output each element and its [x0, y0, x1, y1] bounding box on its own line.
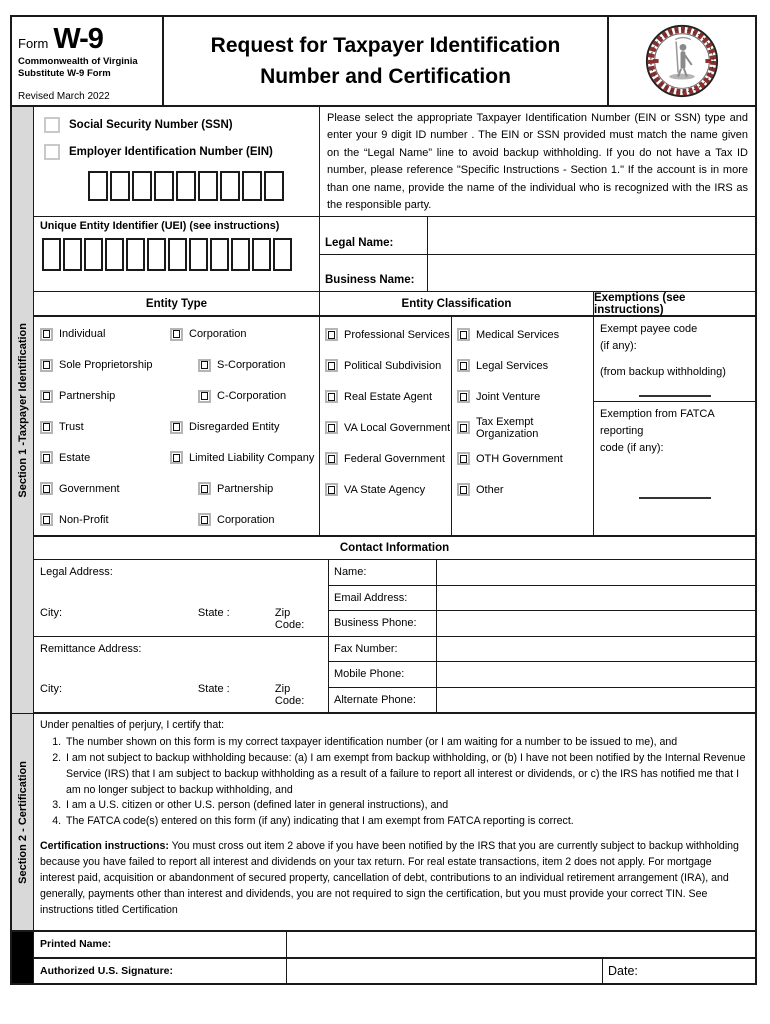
remittance-address-label: Remittance Address: — [40, 642, 142, 655]
form-id-block — [12, 17, 164, 105]
tin-digit-box[interactable] — [220, 171, 240, 201]
form-content — [34, 107, 755, 983]
uei-digit-box[interactable] — [231, 238, 250, 271]
uei-digit-box[interactable] — [63, 238, 82, 271]
form-subtitle-line2: Substitute W-9 Form — [18, 68, 111, 80]
contact-information-section — [34, 560, 755, 714]
entity-classification-column: Entity Classification Professional Services Political Subdivision Real Estate Agent VA Local Government Federal Government VA State Agency Medical Services Legal Services Joint Venture Tax Exempt Organization OTH Government Other — [320, 292, 594, 535]
alternate-phone-label: Alternate Phone: — [329, 688, 437, 713]
tin-digit-box[interactable] — [176, 171, 196, 201]
address-column — [34, 560, 329, 712]
tin-digit-box[interactable] — [242, 171, 262, 201]
form-title — [164, 17, 607, 105]
certification-list — [40, 735, 747, 830]
uei-digit-box[interactable] — [189, 238, 208, 271]
checkbox-llc-corporation[interactable] — [198, 513, 211, 526]
checkbox-professional-services[interactable] — [325, 328, 338, 341]
city-label: City: — [40, 606, 62, 619]
certification-item-1: 1. The number shown on this form is my correct taxpayer identification number (or I am waiting for a number to be issued to me), and — [64, 735, 747, 751]
legal-address-label: Legal Address: — [40, 566, 113, 578]
section-sidebar — [12, 107, 34, 983]
entity-classification-header: Entity Classification — [320, 292, 593, 317]
fatca-exemption-cell: Exemption from FATCA reporting code (if any): — [594, 402, 755, 535]
email-address-field[interactable] — [437, 586, 755, 611]
zip-label: Zip Code: — [274, 683, 305, 707]
certification-intro: Under penalties of perjury, I certify that: — [40, 719, 225, 731]
checkbox-limited-liability-company[interactable] — [170, 451, 183, 464]
uei-digit-box[interactable] — [84, 238, 103, 271]
tin-digit-box[interactable] — [154, 171, 174, 201]
checkbox-individual[interactable] — [40, 328, 53, 341]
entity-type-column: Entity Type Individual Corporation Sole Proprietorship S-Corporation Partnership C-Corporation Trust Disregarded Entity Estate Limited Liability Company Government Partnership Non-Profit Corporation — [34, 292, 320, 535]
tin-digit-box[interactable] — [88, 171, 108, 201]
fatca-code-line[interactable] — [639, 497, 711, 499]
section1-sidebar-label: Section 1 -Taxpayer Identification — [12, 107, 33, 714]
uei-names-section — [34, 217, 755, 292]
checkbox-s-corporation[interactable] — [198, 359, 211, 372]
form-title-line1: Request for Taxpayer Identification — [210, 33, 561, 57]
uei-digit-box[interactable] — [105, 238, 124, 271]
remittance-address-block[interactable] — [34, 637, 328, 713]
authorized-signature-label: Authorized U.S. Signature: — [34, 959, 287, 984]
mobile-phone-label: Mobile Phone: — [329, 662, 437, 687]
form-subtitle-line1: Commonwealth of Virginia — [18, 56, 138, 67]
checkbox-llc-partnership[interactable] — [198, 482, 211, 495]
name-label: Name: — [329, 560, 437, 585]
ssn-checkbox[interactable] — [44, 117, 60, 133]
checkbox-medical-services[interactable] — [457, 328, 470, 341]
uei-digit-box[interactable] — [168, 238, 187, 271]
exemptions-column — [594, 292, 755, 535]
checkbox-c-corporation[interactable] — [198, 390, 211, 403]
business-name-label: Business Name: — [320, 255, 428, 292]
exempt-payee-code-cell: Exempt payee code (if any): (from backup withholding) — [594, 317, 755, 402]
tin-digit-box[interactable] — [132, 171, 152, 201]
signature-field[interactable] — [287, 959, 603, 984]
legal-name-label: Legal Name: — [320, 217, 428, 254]
tin-select-cell — [34, 107, 320, 216]
certification-item-4: 4. The FATCA code(s) entered on this form (if any) indicating that I am exempt from FATCA reporting is correct. — [64, 814, 747, 830]
checkbox-corporation[interactable] — [170, 328, 183, 341]
tin-digit-box[interactable] — [264, 171, 284, 201]
checkbox-real-estate-agent[interactable] — [325, 390, 338, 403]
checkbox-other[interactable] — [457, 483, 470, 496]
form-number: W-9 — [53, 23, 103, 55]
form-body — [12, 107, 755, 983]
tin-digit-box[interactable] — [110, 171, 130, 201]
contact-information-header: Contact Information — [34, 537, 755, 560]
exemptions-header: Exemptions (see instructions) — [594, 292, 755, 317]
checkbox-disregarded-entity[interactable] — [170, 421, 183, 434]
city-label: City: — [40, 683, 62, 695]
virginia-state-seal-icon — [643, 22, 721, 100]
checkbox-joint-venture[interactable] — [457, 390, 470, 403]
uei-boxes — [42, 238, 315, 271]
uei-digit-box[interactable] — [147, 238, 166, 271]
uei-cell — [34, 217, 320, 291]
exempt-payee-code-line[interactable] — [639, 395, 711, 397]
mobile-phone-field[interactable] — [437, 662, 755, 687]
checkbox-oth-government[interactable] — [457, 452, 470, 465]
business-phone-label: Business Phone: — [329, 611, 437, 636]
entity-table — [34, 292, 755, 537]
signature-section — [34, 932, 755, 983]
contact-rows — [329, 560, 755, 712]
form-title-line2: Number and Certification — [260, 65, 511, 88]
sidebar-black-strip — [12, 932, 33, 983]
printed-name-field[interactable] — [287, 932, 755, 957]
fax-number-field[interactable] — [437, 637, 755, 662]
name-field[interactable] — [437, 560, 755, 585]
alternate-phone-field[interactable] — [437, 688, 755, 713]
certification-section — [34, 714, 755, 932]
form-word: Form — [18, 36, 49, 51]
tin-digit-boxes — [88, 171, 313, 201]
uei-digit-box[interactable] — [126, 238, 145, 271]
uei-digit-box[interactable] — [273, 238, 292, 271]
ein-label: Employer Identification Number (EIN) — [69, 146, 273, 158]
tin-instructions-text: Please select the appropriate Taxpayer Identification Number (EIN or SSN) type and enter your 9 digit ID number . The EIN or SSN provided must match the name given on the “Legal Name” line to avoid backup withholding. If you do not have a Tax ID number, please reference "Specific Instructions - Section 1." If the account is in more than one name, provide the name of the individual who is recognized with the IRS as the responsible party. — [327, 112, 748, 211]
entity-type-header: Entity Type — [34, 292, 319, 317]
checkbox-trust[interactable] — [40, 421, 53, 434]
names-block — [320, 217, 755, 291]
form-revision: Revised March 2022 — [18, 91, 110, 102]
checkbox-estate[interactable] — [40, 451, 53, 464]
section2-sidebar-label: Section 2 - Certification — [12, 714, 33, 932]
certification-instructions: Certification instructions: You must cross out item 2 above if you have been notified by the IRS that you are currently subject to backup withholding because you have failed to report all interest and dividends on your tax return. For real estate transactions, item 2 does not apply. For mortgage interest paid, acquisition or abandonment of secured property, cancellation of debt, contributions to an individual retirement arrangement (IRA), and generally, payments other than interest and dividends, you are not required to sign the certification, but you must provide your correct TIN. See instructions titled Certification — [40, 840, 739, 916]
zip-label: Zip Code: — [274, 606, 305, 631]
date-label: Date: — [608, 963, 638, 978]
business-phone-field[interactable] — [437, 611, 755, 636]
state-label: State : — [197, 606, 230, 619]
form-header — [12, 17, 755, 107]
checkbox-non-profit[interactable] — [40, 513, 53, 526]
tin-section — [34, 107, 755, 217]
legal-name-field[interactable] — [428, 217, 755, 254]
w9-form — [10, 15, 757, 985]
date-cell — [603, 959, 755, 984]
ein-checkbox[interactable] — [44, 144, 60, 160]
checkbox-political-subdivision[interactable] — [325, 359, 338, 372]
checkbox-sole-proprietorship[interactable] — [40, 359, 53, 372]
seal-cell — [607, 17, 755, 105]
uei-digit-box[interactable] — [42, 238, 61, 271]
checkbox-government[interactable] — [40, 482, 53, 495]
checkbox-partnership[interactable] — [40, 390, 53, 403]
checkbox-va-state-agency[interactable] — [325, 483, 338, 496]
ssn-label: Social Security Number (SSN) — [69, 119, 233, 131]
checkbox-va-local-government[interactable] — [325, 421, 338, 434]
printed-name-label: Printed Name: — [34, 932, 287, 957]
legal-address-block[interactable] — [34, 560, 328, 637]
state-label: State : — [197, 683, 230, 695]
checkbox-tax-exempt-organization[interactable] — [457, 421, 470, 434]
checkbox-federal-government[interactable] — [325, 452, 338, 465]
checkbox-legal-services[interactable] — [457, 359, 470, 372]
certification-item-2: 2. I am not subject to backup withholding because: (a) I am exempt from backup withholding, or (b) I have not been notified by the Internal Revenue Service (IRS) that I am subject to backup withholding as a result of a failure to report all interest or dividends, or c) the IRS has notified me that I am no longer subject to backup withholding, and — [64, 751, 747, 799]
email-address-label: Email Address: — [329, 586, 437, 611]
uei-digit-box[interactable] — [210, 238, 229, 271]
tin-instructions-cell — [320, 107, 755, 216]
tin-digit-box[interactable] — [198, 171, 218, 201]
uei-label: Unique Entity Identifier (UEI) (see instructions) — [40, 220, 280, 232]
fax-number-label: Fax Number: — [329, 637, 437, 662]
certification-item-3: 3. I am a U.S. citizen or other U.S. person (defined later in general instructions), and — [64, 798, 747, 814]
uei-digit-box[interactable] — [252, 238, 271, 271]
business-name-field[interactable] — [428, 255, 755, 292]
